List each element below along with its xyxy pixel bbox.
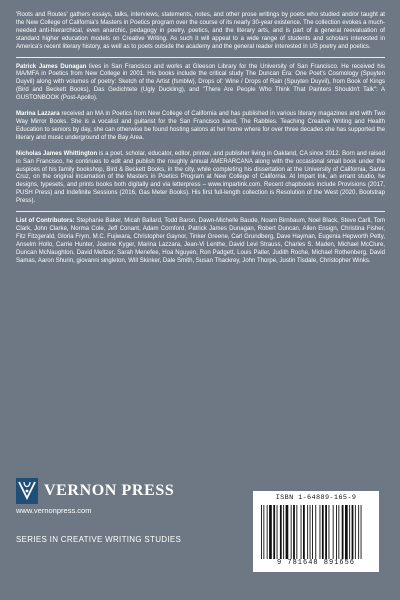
- author-bio-text: lives in San Francisco and works at Gleeson Library for the University of San Francisco. He received his MA/MFA in Poetics from New College in 2001. His books include the critical study The Duncan Era: One Poet's Cosmology (Spuyten Duyvil) along with volumes of poetry: Sketch of the Artist (fsmblw), Drops of: Wine / Drops of Rain (Spuyten Duyvil), from Book of Kings (Bird and Beckett Books), Das Gedichtete (Ugly Duckling), and "There Are People Who Think That Painters Shouldn't Talk": A GUSTONBOOK (Post-Apollo).: [16, 63, 385, 102]
- contributors-label: List of Contributors:: [16, 218, 75, 225]
- contributors-list: [16, 218, 385, 265]
- publisher-block: [16, 478, 256, 544]
- back-cover-text: [16, 12, 385, 265]
- isbn-barcode: [253, 491, 379, 572]
- author-name: Marina Lazzara: [16, 111, 60, 118]
- author-bio-text: received an MA in Poetics from New College of California and has published in various literary magazines and with Two Way Mirror Books. She is a vocalist and guitarist for the San Francisco band, The Rabbles. Teaching Creative Writing and Health Education to seniors by day, she can otherwise be found hosting salons at her home where for over three decades she has supported the literary and music underground of the Bay Area.: [16, 111, 386, 141]
- series-title: SERIES IN CREATIVE WRITING STUDIES: [16, 535, 182, 544]
- publisher-name: VERNON PRESS: [44, 482, 175, 499]
- author-bio: [16, 111, 385, 143]
- divider: [16, 211, 385, 212]
- author-bio: [16, 64, 385, 104]
- author-name: Nicholas James Whittington: [16, 150, 98, 157]
- author-name: Patrick James Dunagan: [16, 63, 87, 70]
- divider: [16, 57, 385, 58]
- isbn-label: ISBN 1-64889-165-9: [275, 494, 357, 502]
- contributors-names: Stephanie Baker, Micah Ballard, Todd Baron, Dawn-Michelle Baude, Noam Birnbaum, Noel Black, Steve Carll, Tom Clark, John Clarke, Norma Cole, Jeff Conant, Adam Cornford, Patrick James Dunagan, Robert Duncan, Allen Ensign, Christina Fisher, Fitz Fitzgerald, Gloria Frym, M.C. Fujiwara, Christopher Gaynor, Tinker Greene, Carl Grundberg, Dave Hayman, Eugenia Hepworth Petty, Anselm Hollo, Carrie Hunter, Joanne Kyger, Marina Lazzara, Jean-Vi Lenthe, David Levi Strauss, Charles S. Maden, Michael McClure, Duncan McNaughton, David Meltzer, Sarah Menefee, Hoa Nguyen, Ron Padgett, Louis Patler, Judith Roche, Michael Rothenberg, David Samas, Aaron Shurin, giovanni singleton, Will Skinker, Dale Smith, Susan Thackrey, John Thorpe, Justin Tisdale, Christopher Winks.: [16, 218, 385, 264]
- vernon-press-logo-icon: [16, 478, 38, 504]
- barcode-digits: 9 781648 891656: [276, 559, 355, 567]
- intro-paragraph: 'Roots and Routes' gathers essays, talks, interviews, statements, notes, and other prose writings by poets who studied and/or taught at the New College of California's Masters in Poetics program over the course of its nearly 30-year existence. The collection evokes a much-needed anti-hierarchical, even anarchic, pedagogy in poetry, poetics, and the literary arts, and is part of a general reevaluation of standard higher education models on Creative Writing. As such it will appeal to a wide range of students and scholars interested in America's recent literary history, as well as to poets outside the academy and the general reader interested in US poetry and poetics.: [16, 12, 385, 50]
- publisher-url: www.vernonpress.com: [16, 506, 92, 515]
- author-bio: [16, 151, 385, 206]
- barcode-bars: [261, 505, 371, 559]
- author-bio-text: is a poet, scholar, educator, editor, printer, and publisher living in Oakland, CA since 2012. Born and raised in San Francisco, he continues to edit and publish the roughly annual AMERARCANA along with the occasional small book under the auspices of his family bookshop, Bird & Beckett Books, in the city, while completing his dissertation at the University of California, Santa Cruz, on the original incarnation of the Masters in Poetics Program at New College of California. At Impart Ink, an errant studio, he designs, typesets, and prints books both digitally and via letterpress – www.impartink.com. Recent chapbooks include Provisions (2017, PUSH Press) and Indefinite Sessions (2016, Gas Meter Books). His first full-length collection is Resolution of the West (2020, Bootstrap Press).: [16, 150, 386, 205]
